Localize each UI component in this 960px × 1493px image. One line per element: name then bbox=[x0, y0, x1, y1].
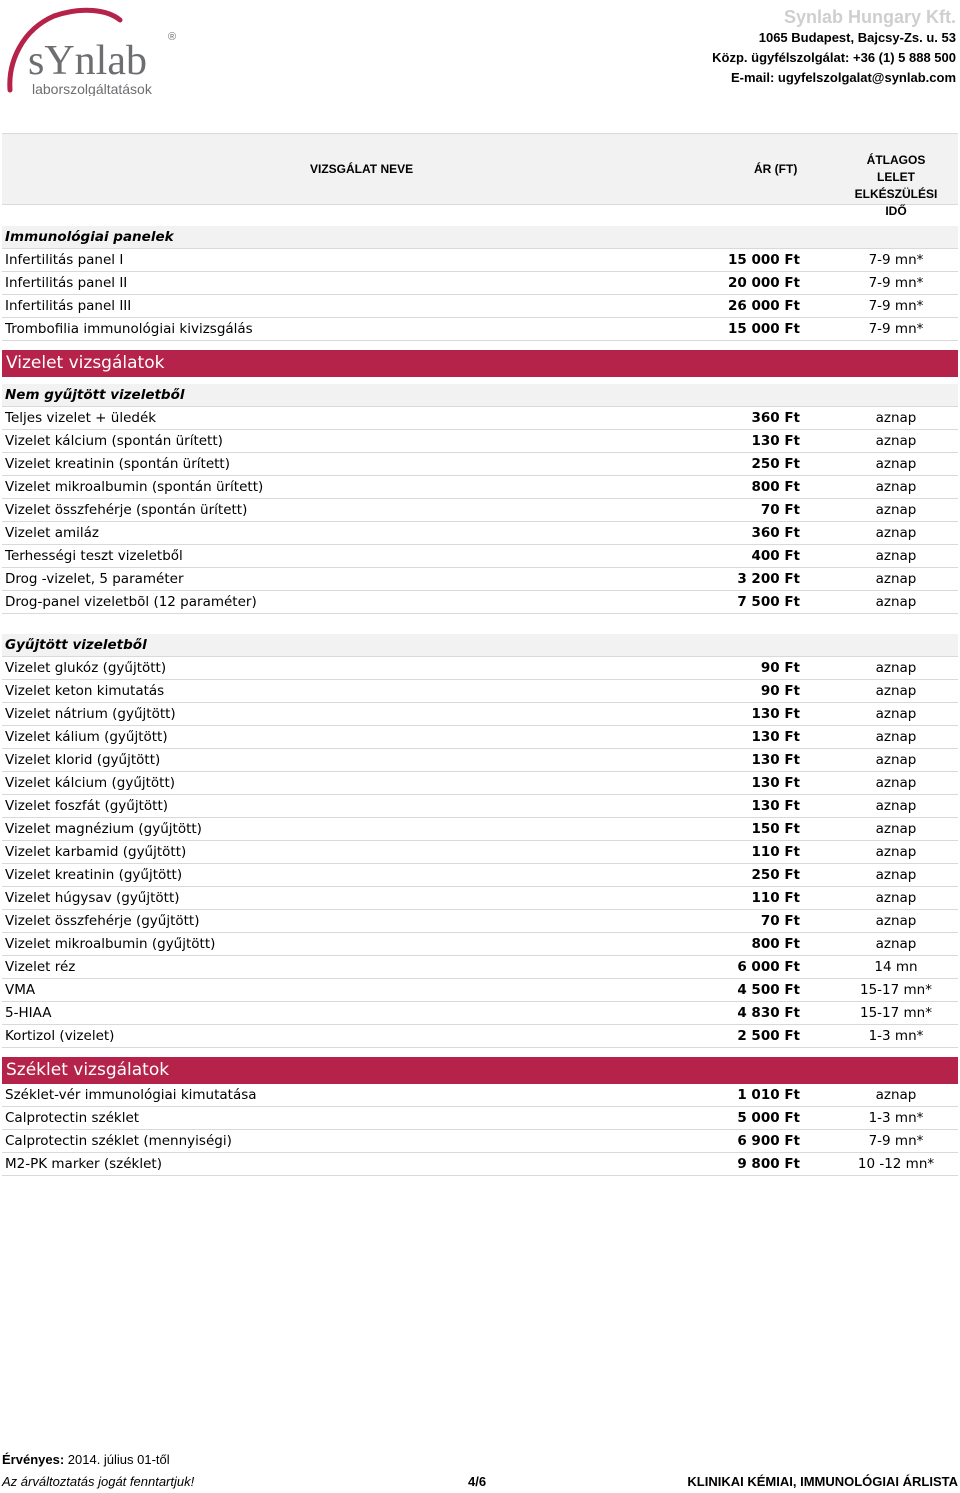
table-row bbox=[2, 657, 958, 680]
table-row bbox=[2, 272, 958, 295]
synlab-logo bbox=[2, 4, 202, 96]
test-name: Vizelet nátrium (gyűjtött) bbox=[5, 706, 176, 722]
test-name: Vizelet keton kimutatás bbox=[5, 683, 165, 699]
company-phone: Közp. ügyfélszolgálat: +36 (1) 5 888 500 bbox=[712, 50, 956, 65]
table-row bbox=[2, 887, 958, 910]
turnaround-time: aznap bbox=[875, 752, 917, 768]
column-header-time-line2: ELKÉSZÜLÉSI IDŐ bbox=[854, 187, 938, 218]
turnaround-time: aznap bbox=[875, 594, 917, 610]
table-row bbox=[2, 522, 958, 545]
test-price: 110 Ft bbox=[751, 890, 800, 906]
turnaround-time: aznap bbox=[875, 729, 917, 745]
test-name: Kortizol (vizelet) bbox=[5, 1028, 115, 1044]
subsection-title: Immunológiai panelek bbox=[5, 229, 174, 245]
table-row bbox=[2, 1130, 958, 1153]
turnaround-time: aznap bbox=[875, 798, 917, 814]
test-price: 1 010 Ft bbox=[737, 1087, 800, 1103]
table-row bbox=[2, 749, 958, 772]
test-name: Vizelet glukóz (gyűjtött) bbox=[5, 660, 167, 676]
column-header-price: ÁR (FT) bbox=[754, 162, 798, 176]
test-price: 90 Ft bbox=[760, 660, 800, 676]
turnaround-time: aznap bbox=[875, 936, 917, 952]
test-name: VMA bbox=[5, 982, 36, 998]
turnaround-time: aznap bbox=[875, 660, 917, 676]
rows-szeklet bbox=[2, 1084, 958, 1176]
table-row bbox=[2, 956, 958, 979]
turnaround-time: aznap bbox=[875, 706, 917, 722]
section-banner-vizelet bbox=[2, 350, 958, 377]
rows-nem-gyujtott bbox=[2, 407, 958, 614]
test-name: Vizelet mikroalbumin (gyűjtött) bbox=[5, 936, 216, 952]
rows-gyujtott bbox=[2, 657, 958, 1048]
turnaround-time: 1-3 mn* bbox=[868, 1028, 924, 1044]
turnaround-time: 7-9 mn* bbox=[868, 275, 924, 291]
test-name: Vizelet összfehérje (spontán ürített) bbox=[5, 502, 248, 518]
test-name: Vizelet mikroalbumin (spontán ürített) bbox=[5, 479, 264, 495]
table-row bbox=[2, 249, 958, 272]
turnaround-time: 7-9 mn* bbox=[868, 321, 924, 337]
table-row bbox=[2, 726, 958, 749]
table-row bbox=[2, 318, 958, 341]
validity-note bbox=[2, 1452, 170, 1467]
test-price: 130 Ft bbox=[751, 706, 800, 722]
turnaround-time: aznap bbox=[875, 913, 917, 929]
section-banner-szeklet bbox=[2, 1057, 958, 1084]
table-row bbox=[2, 703, 958, 726]
test-name: Calprotectin széklet bbox=[5, 1110, 140, 1126]
page-number: 4/6 bbox=[468, 1474, 487, 1489]
table-row bbox=[2, 1025, 958, 1048]
test-name: Calprotectin széklet (mennyiségi) bbox=[5, 1133, 232, 1149]
test-price: 4 500 Ft bbox=[737, 982, 800, 998]
turnaround-time: 1-3 mn* bbox=[868, 1110, 924, 1126]
test-price: 15 000 Ft bbox=[727, 252, 800, 268]
table-row bbox=[2, 499, 958, 522]
subsection-header-gyujtott bbox=[2, 634, 958, 657]
test-price: 250 Ft bbox=[751, 867, 800, 883]
validity-label: Érvényes: bbox=[2, 1452, 65, 1467]
test-name: Vizelet kreatinin (gyűjtött) bbox=[5, 867, 183, 883]
table-row bbox=[2, 979, 958, 1002]
test-name: Teljes vizelet + üledék bbox=[5, 410, 157, 426]
test-name: Infertilitás panel II bbox=[5, 275, 128, 291]
test-price: 5 000 Ft bbox=[737, 1110, 800, 1126]
test-name: Vizelet kálium (gyűjtött) bbox=[5, 729, 168, 745]
table-row bbox=[2, 841, 958, 864]
document-title: KLINIKAI KÉMIAI, IMMUNOLÓGIAI ÁRLISTA bbox=[687, 1474, 958, 1489]
test-name: Vizelet kreatinin (spontán ürített) bbox=[5, 456, 230, 472]
test-price: 6 900 Ft bbox=[737, 1133, 800, 1149]
table-row bbox=[2, 407, 958, 430]
test-name: Vizelet magnézium (gyűjtött) bbox=[5, 821, 202, 837]
turnaround-time: aznap bbox=[875, 502, 917, 518]
test-price: 360 Ft bbox=[751, 525, 800, 541]
test-price: 250 Ft bbox=[751, 456, 800, 472]
test-name: Terhességi teszt vizeletből bbox=[5, 548, 183, 564]
company-address: 1065 Budapest, Bajcsy-Zs. u. 53 bbox=[758, 30, 956, 45]
test-price: 9 800 Ft bbox=[737, 1156, 800, 1172]
table-column-header bbox=[2, 133, 958, 218]
table-row bbox=[2, 772, 958, 795]
table-row bbox=[2, 476, 958, 499]
test-name: Infertilitás panel III bbox=[5, 298, 132, 314]
test-price: 130 Ft bbox=[751, 798, 800, 814]
table-row bbox=[2, 1153, 958, 1176]
test-price: 130 Ft bbox=[751, 775, 800, 791]
validity-date: 2014. július 01-től bbox=[64, 1452, 170, 1467]
test-price: 360 Ft bbox=[751, 410, 800, 426]
table-row bbox=[2, 795, 958, 818]
company-name: Synlab Hungary Kft. bbox=[783, 7, 956, 27]
rows-immuno bbox=[2, 249, 958, 341]
test-name: Infertilitás panel I bbox=[5, 252, 124, 268]
turnaround-time: aznap bbox=[875, 433, 917, 449]
price-table bbox=[2, 226, 958, 1176]
table-row bbox=[2, 295, 958, 318]
test-price: 130 Ft bbox=[751, 433, 800, 449]
test-name: Trombofilia immunológiai kivizsgálás bbox=[5, 321, 253, 337]
turnaround-time: aznap bbox=[875, 844, 917, 860]
test-name: Vizelet réz bbox=[5, 959, 76, 975]
test-price: 15 000 Ft bbox=[727, 321, 800, 337]
test-price: 800 Ft bbox=[751, 936, 800, 952]
turnaround-time: aznap bbox=[875, 410, 917, 426]
table-row bbox=[2, 864, 958, 887]
table-row bbox=[2, 910, 958, 933]
test-name: Drog-panel vizeletbõl (12 paraméter) bbox=[5, 594, 257, 610]
subsection-header-immuno bbox=[2, 226, 958, 249]
test-name: Vizelet klorid (gyűjtött) bbox=[5, 752, 161, 768]
turnaround-time: aznap bbox=[875, 775, 917, 791]
subsection-title: Nem gyűjtött vizeletből bbox=[5, 387, 185, 403]
test-price: 70 Ft bbox=[760, 502, 800, 518]
turnaround-time: 7-9 mn* bbox=[868, 298, 924, 314]
table-row bbox=[2, 1084, 958, 1107]
test-price: 800 Ft bbox=[751, 479, 800, 495]
synlab-logo-mark bbox=[2, 4, 202, 96]
turnaround-time: aznap bbox=[875, 890, 917, 906]
turnaround-time: aznap bbox=[875, 821, 917, 837]
column-header-time bbox=[850, 152, 942, 220]
test-price: 90 Ft bbox=[760, 683, 800, 699]
test-name: Vizelet összfehérje (gyűjtött) bbox=[5, 913, 200, 929]
table-row bbox=[2, 568, 958, 591]
turnaround-time: 7-9 mn* bbox=[868, 1133, 924, 1149]
test-price: 70 Ft bbox=[760, 913, 800, 929]
turnaround-time: aznap bbox=[875, 683, 917, 699]
table-row bbox=[2, 453, 958, 476]
turnaround-time: 15-17 mn* bbox=[860, 982, 932, 998]
subsection-header-nem-gyujtott bbox=[2, 384, 958, 407]
turnaround-time: aznap bbox=[875, 548, 917, 564]
turnaround-time: aznap bbox=[875, 867, 917, 883]
company-info bbox=[712, 6, 956, 88]
test-price: 130 Ft bbox=[751, 729, 800, 745]
test-name: Vizelet húgysav (gyűjtött) bbox=[5, 890, 180, 906]
column-header-name: VIZSGÁLAT NEVE bbox=[310, 162, 414, 176]
test-name: Vizelet kálcium (gyűjtött) bbox=[5, 775, 176, 791]
company-email: E-mail: ugyfelszolgalat@synlab.com bbox=[730, 70, 956, 85]
test-price: 4 830 Ft bbox=[737, 1005, 800, 1021]
section-banner-title: Vizelet vizsgálatok bbox=[6, 353, 165, 373]
table-row bbox=[2, 545, 958, 568]
table-row bbox=[2, 1107, 958, 1130]
turnaround-time: aznap bbox=[875, 479, 917, 495]
test-price: 7 500 Ft bbox=[737, 594, 800, 610]
test-price: 2 500 Ft bbox=[737, 1028, 800, 1044]
turnaround-time: 7-9 mn* bbox=[868, 252, 924, 268]
section-banner-title: Széklet vizsgálatok bbox=[6, 1060, 170, 1080]
test-price: 3 200 Ft bbox=[737, 571, 800, 587]
rights-note: Az árváltoztatás jogát fenntartjuk! bbox=[2, 1474, 195, 1489]
test-name: Vizelet karbamid (gyűjtött) bbox=[5, 844, 187, 860]
test-price: 20 000 Ft bbox=[727, 275, 800, 291]
test-name: Drog -vizelet, 5 paraméter bbox=[5, 571, 184, 587]
turnaround-time: 14 mn bbox=[874, 959, 918, 975]
test-name: M2-PK marker (széklet) bbox=[5, 1156, 162, 1172]
turnaround-time: aznap bbox=[875, 1087, 917, 1103]
table-row bbox=[2, 680, 958, 703]
test-price: 150 Ft bbox=[751, 821, 800, 837]
subsection-title: Gyűjtött vizeletből bbox=[5, 637, 147, 653]
turnaround-time: 15-17 mn* bbox=[860, 1005, 932, 1021]
test-name: 5-HIAA bbox=[5, 1005, 52, 1021]
test-name: Vizelet amiláz bbox=[5, 525, 100, 541]
table-row bbox=[2, 818, 958, 841]
column-header-time-line1: ÁTLAGOS LELET bbox=[866, 153, 926, 184]
logo-tagline: laborszolgáltatások bbox=[32, 81, 152, 96]
table-row bbox=[2, 933, 958, 956]
table-row bbox=[2, 1002, 958, 1025]
test-price: 26 000 Ft bbox=[727, 298, 800, 314]
test-name: Széklet-vér immunológiai kimutatása bbox=[5, 1087, 257, 1103]
logo-wordmark: sYnlab bbox=[28, 38, 147, 84]
turnaround-time: 10 -12 mn* bbox=[857, 1156, 935, 1172]
test-price: 110 Ft bbox=[751, 844, 800, 860]
turnaround-time: aznap bbox=[875, 525, 917, 541]
test-name: Vizelet kálcium (spontán ürített) bbox=[5, 433, 223, 449]
table-row bbox=[2, 430, 958, 453]
turnaround-time: aznap bbox=[875, 456, 917, 472]
turnaround-time: aznap bbox=[875, 571, 917, 587]
registered-mark: ® bbox=[168, 31, 177, 43]
test-name: Vizelet foszfát (gyűjtött) bbox=[5, 798, 169, 814]
test-price: 400 Ft bbox=[751, 548, 800, 564]
table-row bbox=[2, 591, 958, 614]
test-price: 130 Ft bbox=[751, 752, 800, 768]
test-price: 6 000 Ft bbox=[737, 959, 800, 975]
